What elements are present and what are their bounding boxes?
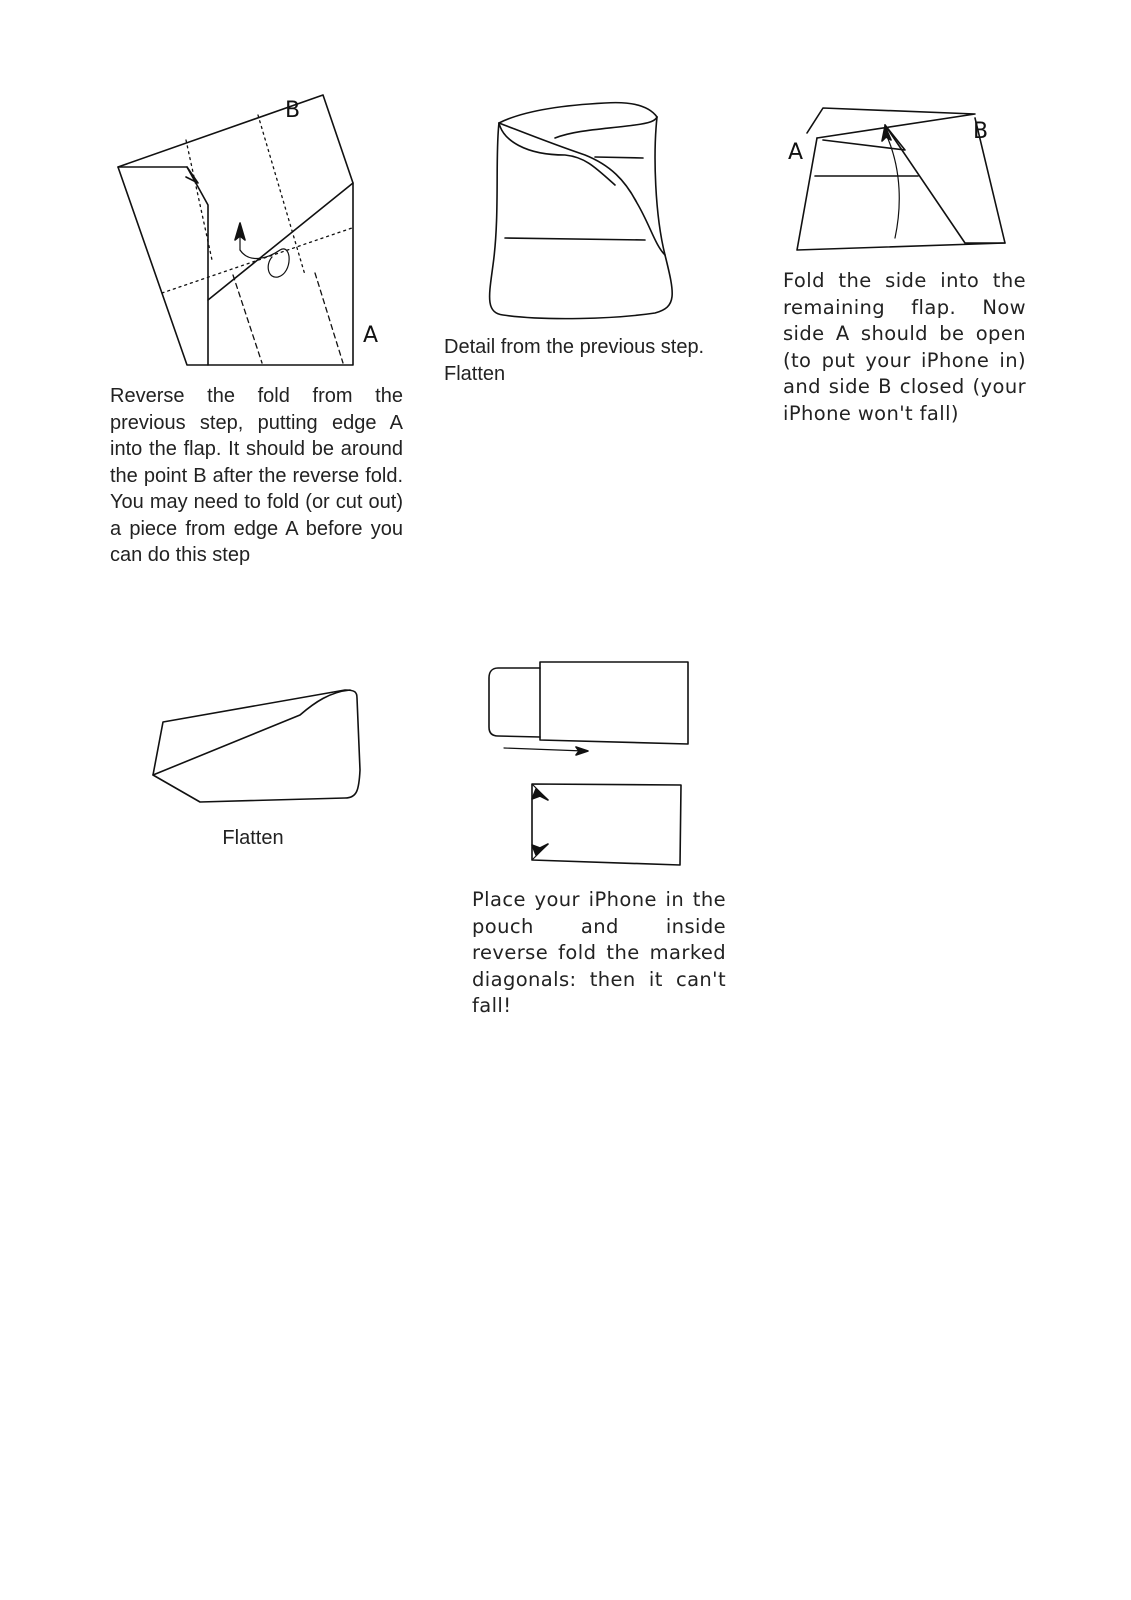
label-a: A — [788, 140, 804, 165]
step-5-caption: Place your iPhone in the pouch and inside reverse fold the marked diagonals: then it can't fall! — [472, 888, 726, 1017]
dashed-line-1 — [233, 275, 262, 363]
diagonal-mark-1 — [532, 789, 548, 800]
detail-diagram — [485, 95, 685, 325]
pouch-top-back — [499, 103, 657, 123]
pouch-inner-curve — [555, 117, 657, 138]
dotted-line-2 — [258, 115, 305, 275]
pouch-crease-1 — [595, 157, 643, 158]
iphone-shape — [489, 668, 540, 737]
step-3-caption: Fold the side into the remaining flap. Now side A should be open (to put your iPhone in) and side B closed (your iPhone won't fall) — [783, 269, 1026, 425]
flat-outline — [153, 690, 360, 802]
diagonal-mark-2 — [532, 844, 548, 855]
step-2-caption — [444, 334, 744, 387]
label-a: A — [363, 323, 379, 348]
insert-arrow-line — [504, 748, 584, 751]
step-1-caption: Reverse the fold from the previous step, putting edge A into the flap. It should be around the point B after the reverse fold. You may need to fold (or cut out) a piece from edge A before you can do this step — [110, 385, 403, 566]
fold-side-diagram — [785, 100, 1025, 260]
curl-arrow — [240, 249, 289, 277]
step-2-caption-line-1: Detail from the previous step. — [444, 336, 705, 358]
pouch-opening — [499, 123, 665, 255]
pouch-bottom — [532, 784, 681, 865]
step-2-caption-line-2: Flatten — [444, 362, 506, 385]
label-b: B — [973, 119, 989, 144]
pouch-crease-2 — [505, 238, 645, 240]
step-4-caption: Flatten — [222, 827, 284, 849]
paper-outline — [118, 95, 353, 365]
diagonal-fold — [208, 183, 353, 300]
place-iphone-diagram — [480, 652, 700, 872]
pouch-top — [540, 662, 688, 744]
dotted-line-1 — [186, 140, 212, 260]
flat-diagonal — [153, 690, 350, 775]
front-flap — [118, 167, 208, 365]
dashed-line-2 — [315, 273, 343, 363]
pouch-inner-flap — [499, 123, 615, 185]
reverse-fold-diagram — [100, 85, 400, 385]
flatten-diagram — [145, 680, 375, 810]
label-b: B — [285, 98, 301, 123]
